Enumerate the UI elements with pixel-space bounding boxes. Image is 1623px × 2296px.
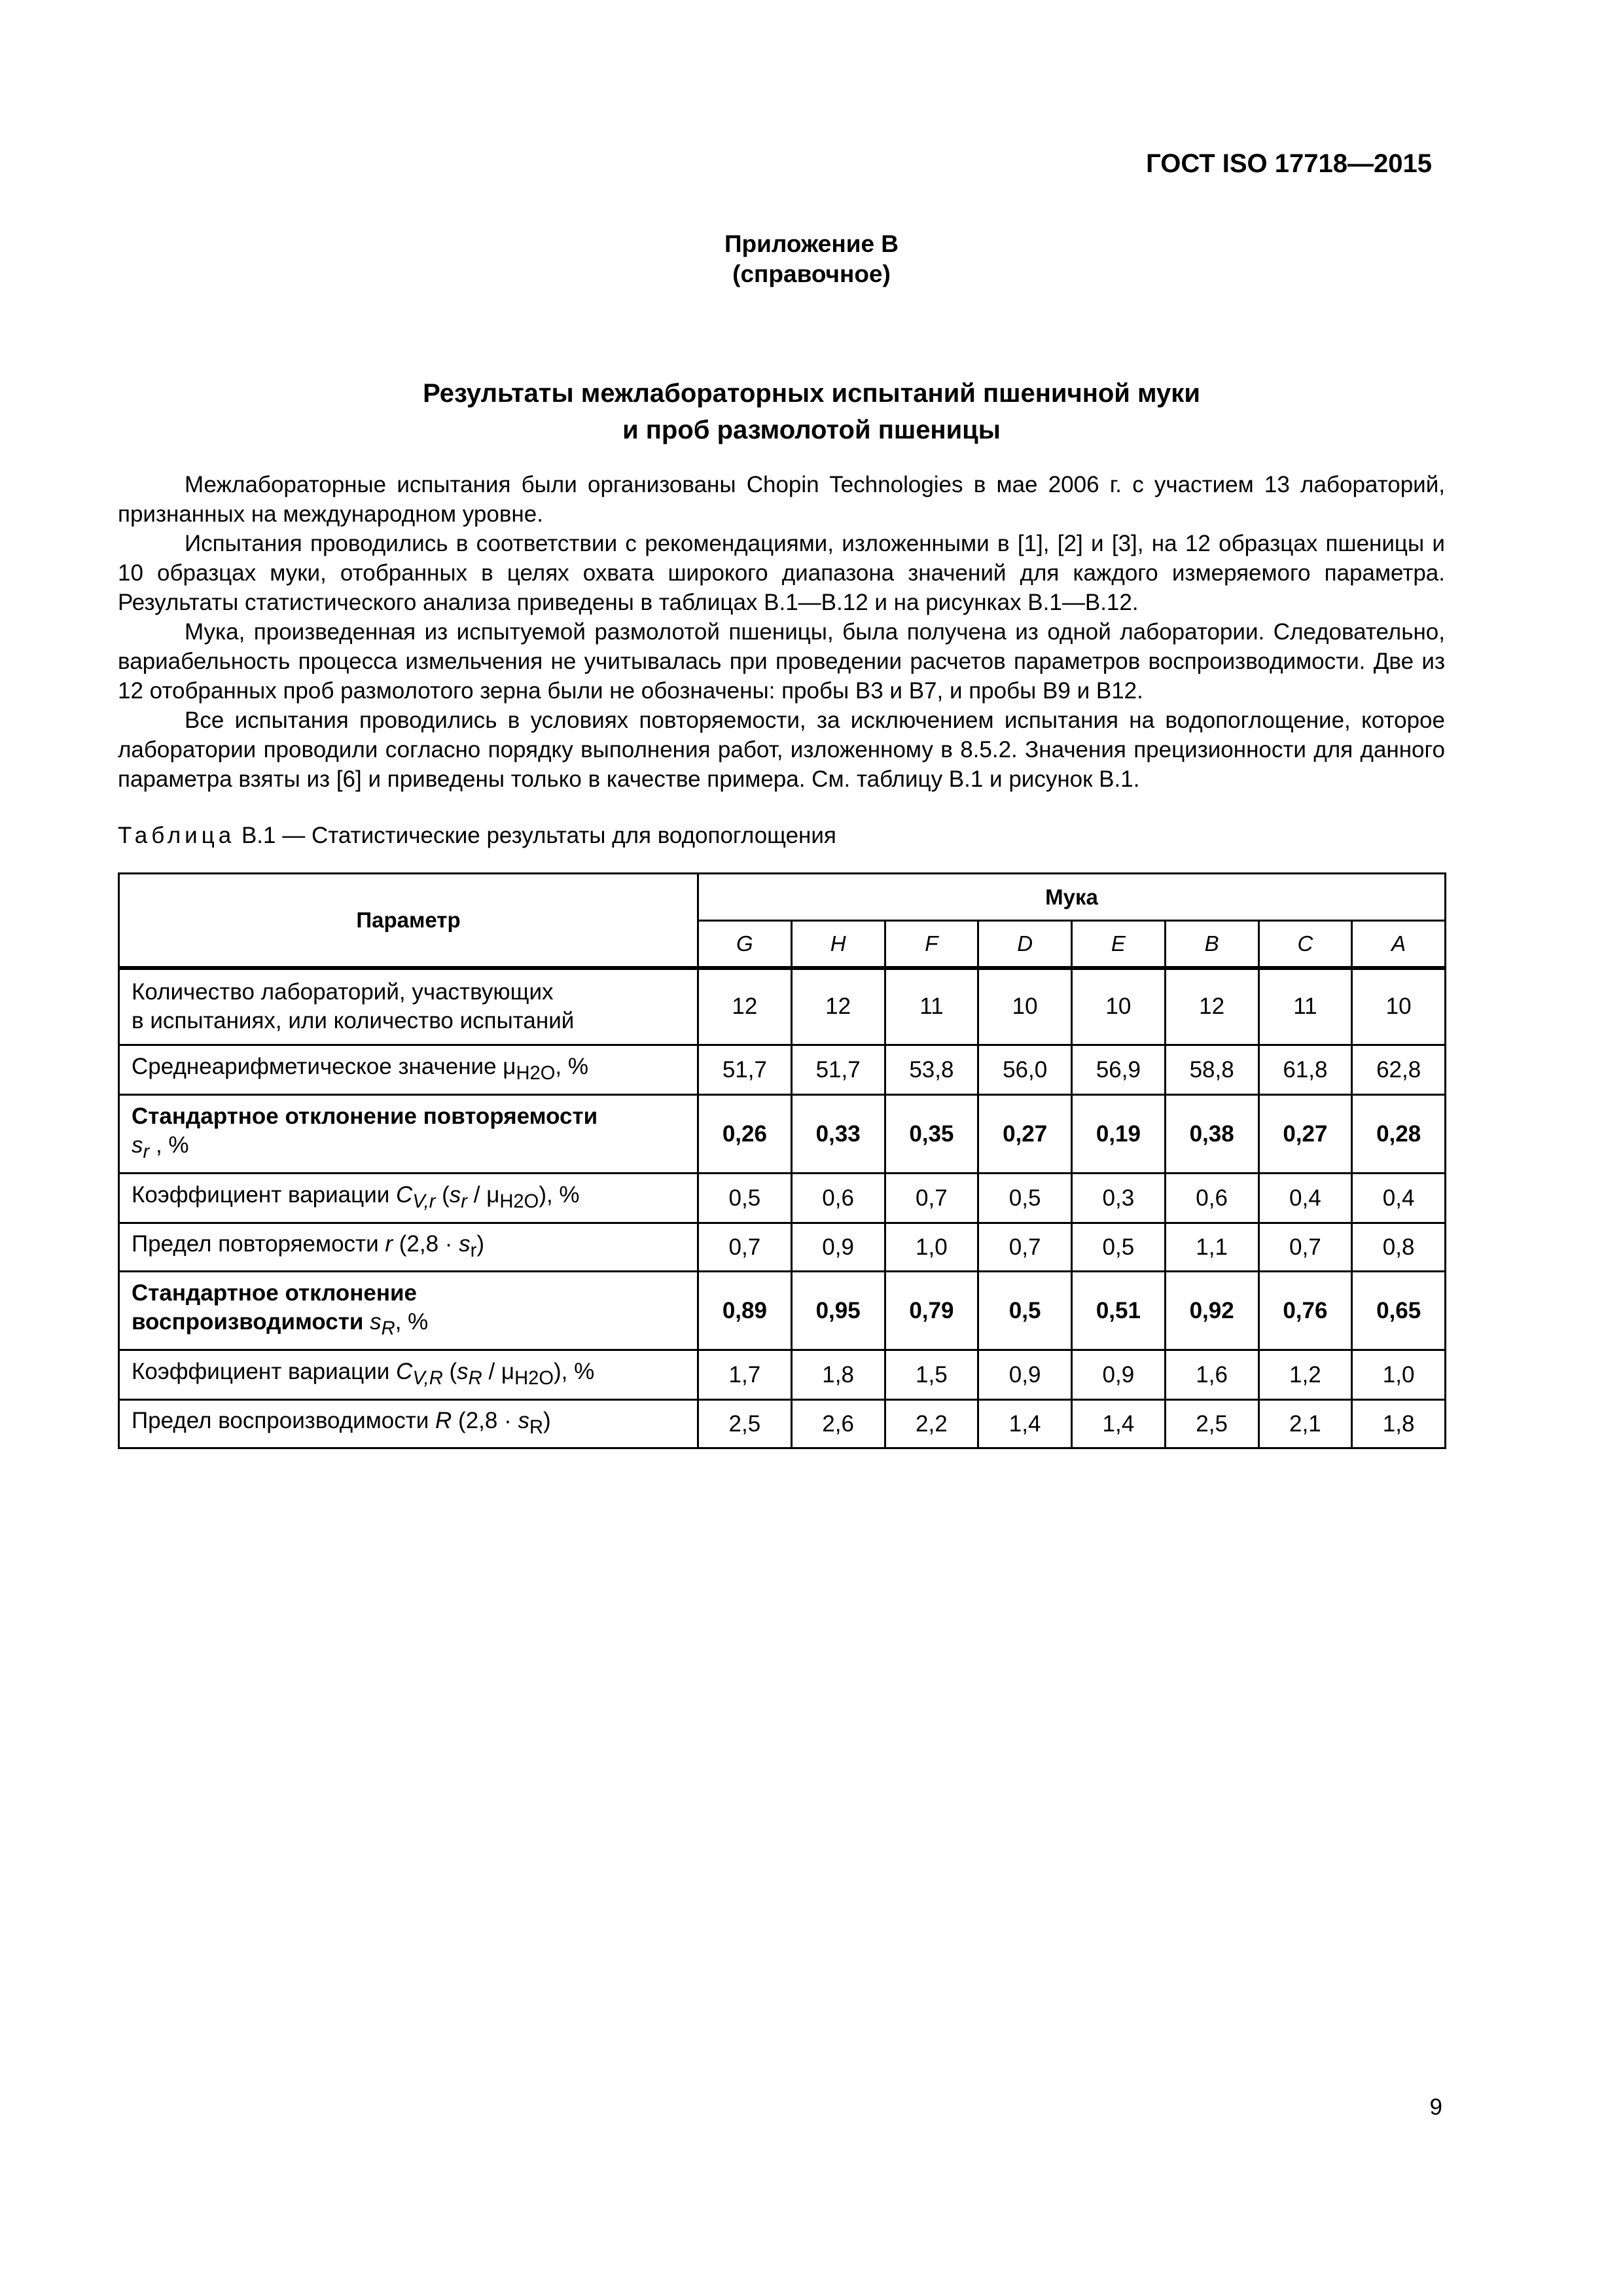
row-label-subscript: V,r [412, 1191, 436, 1212]
row-label-symbol: r [385, 1230, 393, 1257]
row-label-subscript: R [468, 1367, 482, 1389]
row-label-subscript: H2O [516, 1062, 556, 1084]
table-cell: 1,1 [1165, 1223, 1258, 1272]
paragraph: Межлабораторные испытания были организованы Chopin Technologies в мае 2006 г. с участием 13 лабораторий, признанных на международном уровне. [118, 472, 1445, 527]
row-label-text: (2,8 · [452, 1407, 518, 1433]
table-cell: 11 [1258, 968, 1352, 1045]
row-label-symbol: s [457, 1358, 469, 1384]
table-cell: 0,76 [1258, 1272, 1352, 1350]
row-label-symbol: R [435, 1407, 452, 1433]
row-label-line: в испытаниях, или количество испытаний [132, 1008, 575, 1034]
table-cell: 0,4 [1352, 1174, 1446, 1223]
row-label-text: , % [555, 1053, 588, 1079]
table-cell: 0,5 [698, 1174, 792, 1223]
table-cell: 1,4 [978, 1400, 1072, 1448]
param-header: Параметр [119, 874, 698, 968]
table-caption-label: Таблица [118, 823, 236, 848]
table-cell: 1,0 [1352, 1350, 1446, 1400]
paragraph: Испытания проводились в соответствии с рекомендациями, изложенными в [1], [2] и [3], на 12 образцах пшеницы и 10 образцах муки, отобранных в целях охвата широкого диапазона значений для каждого измеряемого параметра. Результаты статистического анализа приведены в таблицах В.1—В.12 и на рисунках В.1—В.12. [118, 531, 1445, 615]
row-label-symbol: C [396, 1358, 413, 1384]
row-label-symbol: s [132, 1132, 143, 1158]
table-cell: 1,7 [698, 1350, 792, 1400]
table-row [119, 1095, 1446, 1174]
table-cell: 12 [698, 968, 792, 1045]
row-label-subscript: H2O [514, 1367, 554, 1389]
table-cell: 1,0 [885, 1223, 978, 1272]
table-cell: 2,6 [791, 1400, 885, 1448]
table-cell: 61,8 [1258, 1045, 1352, 1095]
table-cell: 2,1 [1258, 1400, 1352, 1448]
table-cell: 0,33 [791, 1095, 885, 1174]
table-cell: 0,79 [885, 1272, 978, 1350]
table-cell: 10 [1352, 968, 1446, 1045]
row-label-text: , % [149, 1132, 189, 1158]
column-header: F [885, 921, 978, 968]
annex-label: Приложение В [724, 230, 899, 257]
row-label-subscript: r [461, 1191, 468, 1212]
table-cell: 0,7 [1258, 1223, 1352, 1272]
paragraph: Мука, произведенная из испытуемой размолотой пшеницы, была получена из одной лаборатории. Следовательно, вариабельность процесса измельчения не учитывалась при проведении расчетов параметров воспроизводимости. Две из 12 отобранных проб размолотого зерна были не обозначены: пробы B3 и B7, и пробы B9 и B12. [118, 619, 1445, 704]
row-label-text: Коэффициент вариации [132, 1181, 397, 1208]
row-label-text: , % [395, 1308, 429, 1335]
table-cell: 1,8 [1352, 1400, 1446, 1448]
row-label-subscript: H2O [499, 1191, 539, 1212]
row-label-text: ( [442, 1358, 457, 1384]
standard-code: ГОСТ ISO 17718—2015 [1146, 149, 1432, 178]
table-cell: 58,8 [1165, 1045, 1258, 1095]
body-text [118, 470, 1445, 794]
table-cell: 0,89 [698, 1272, 792, 1350]
table-cell: 12 [1165, 968, 1258, 1045]
row-label [119, 1045, 698, 1095]
table-cell: 0,38 [1165, 1095, 1258, 1174]
column-header: B [1165, 921, 1258, 968]
table-cell: 0,9 [791, 1223, 885, 1272]
table-cell: 0,26 [698, 1095, 792, 1174]
table-cell: 0,5 [978, 1174, 1072, 1223]
table-row [119, 1174, 1446, 1223]
section-title [0, 375, 1623, 448]
row-label-line: Стандартное отклонение повторяемости [132, 1103, 598, 1129]
row-label [119, 1350, 698, 1400]
row-label-subscript: r [470, 1240, 477, 1261]
column-header: H [791, 921, 885, 968]
table-cell: 51,7 [791, 1045, 885, 1095]
row-label [119, 1400, 698, 1448]
table-cell: 2,2 [885, 1400, 978, 1448]
table-cell: 0,8 [1352, 1223, 1446, 1272]
table-cell: 12 [791, 968, 885, 1045]
table-row [119, 1400, 1446, 1448]
row-label-text: / μ [482, 1358, 515, 1384]
row-label-text: Коэффициент вариации [132, 1358, 397, 1384]
table-caption [118, 823, 836, 849]
table-cell: 0,51 [1072, 1272, 1166, 1350]
page-number: 9 [1429, 2094, 1442, 2120]
row-label-text: Среднеарифметическое значение μ [132, 1053, 516, 1079]
row-label-text: ), % [554, 1358, 595, 1384]
table-cell: 0,7 [885, 1174, 978, 1223]
row-label-line: Количество лабораторий, участвующих [132, 979, 554, 1005]
table-cell: 0,4 [1258, 1174, 1352, 1223]
table-cell: 1,2 [1258, 1350, 1352, 1400]
table-cell: 2,5 [698, 1400, 792, 1448]
row-label-symbol: s [518, 1407, 529, 1433]
table-cell: 0,5 [978, 1272, 1072, 1350]
column-header: G [698, 921, 792, 968]
annex-type: (справочное) [732, 260, 891, 287]
table-cell: 10 [1072, 968, 1166, 1045]
table-row [119, 1272, 1446, 1350]
row-label-symbol: s [370, 1308, 382, 1335]
table-cell: 2,5 [1165, 1400, 1258, 1448]
table-cell: 0,9 [978, 1350, 1072, 1400]
column-header: A [1352, 921, 1446, 968]
row-label-text: / μ [467, 1181, 500, 1208]
row-label-line: воспроизводимости [132, 1308, 370, 1335]
table-cell: 0,19 [1072, 1095, 1166, 1174]
paragraph: Все испытания проводились в условиях повторяемости, за исключением испытания на водопоглощение, которое лаборатории проводили согласно порядку выполнения работ, изложенному в 8.5.2. Значения прецизионности для данного параметра взяты из [6] и приведены только в качестве примера. См. таблицу В.1 и рисунок В.1. [118, 708, 1445, 792]
row-label [119, 1095, 698, 1174]
column-header: D [978, 921, 1072, 968]
table-cell: 0,92 [1165, 1272, 1258, 1350]
table-cell: 51,7 [698, 1045, 792, 1095]
column-header: E [1072, 921, 1166, 968]
annex-heading [0, 229, 1623, 289]
table-row [119, 1350, 1446, 1400]
table-cell: 0,6 [791, 1174, 885, 1223]
row-label-text: (2,8 · [393, 1230, 459, 1257]
table-row [119, 1045, 1446, 1095]
table-cell: 1,6 [1165, 1350, 1258, 1400]
table-cell: 0,9 [1072, 1350, 1166, 1400]
table-cell: 0,6 [1165, 1174, 1258, 1223]
section-title-line-1: Результаты межлабораторных испытаний пшеничной муки [423, 379, 1200, 408]
table-cell: 56,9 [1072, 1045, 1166, 1095]
table-cell: 56,0 [978, 1045, 1072, 1095]
table-cell: 0,65 [1352, 1272, 1446, 1350]
flour-group-header: Мука [698, 874, 1446, 921]
row-label-subscript: V,R [412, 1367, 443, 1389]
column-header: C [1258, 921, 1352, 968]
table-cell: 0,7 [978, 1223, 1072, 1272]
table-cell: 53,8 [885, 1045, 978, 1095]
row-label-line: Стандартное отклонение [132, 1280, 417, 1306]
table-row [119, 968, 1446, 1045]
table-cell: 1,5 [885, 1350, 978, 1400]
row-label-symbol: C [396, 1181, 413, 1208]
table-cell: 0,3 [1072, 1174, 1166, 1223]
row-label-text: ( [435, 1181, 450, 1208]
table-cell: 0,5 [1072, 1223, 1166, 1272]
row-label [119, 1272, 698, 1350]
row-label-symbol: s [449, 1181, 461, 1208]
table-cell: 0,27 [1258, 1095, 1352, 1174]
row-label-text: ) [476, 1230, 485, 1257]
table-cell: 0,28 [1352, 1095, 1446, 1174]
row-label-subscript: R [381, 1318, 395, 1339]
table-cell: 10 [978, 968, 1072, 1045]
row-label [119, 1174, 698, 1223]
table-cell: 0,7 [698, 1223, 792, 1272]
table-caption-text: В.1 — Статистические результаты для водопоглощения [235, 823, 836, 848]
row-label [119, 968, 698, 1045]
row-label [119, 1223, 698, 1272]
row-label-subscript: R [529, 1416, 544, 1438]
row-label-text: Предел повторяемости [132, 1230, 385, 1257]
table-row [119, 1223, 1446, 1272]
table-cell: 0,35 [885, 1095, 978, 1174]
table-cell: 0,27 [978, 1095, 1072, 1174]
section-title-line-2: и проб размолотой пшеницы [622, 416, 1001, 444]
row-label-text: Предел воспроизводимости [132, 1407, 436, 1433]
row-label-symbol: s [459, 1230, 471, 1257]
table-cell: 1,8 [791, 1350, 885, 1400]
row-label-text: ) [543, 1407, 551, 1433]
results-table [118, 872, 1446, 1449]
table-cell: 1,4 [1072, 1400, 1166, 1448]
table-cell: 0,95 [791, 1272, 885, 1350]
table-cell: 62,8 [1352, 1045, 1446, 1095]
table-cell: 11 [885, 968, 978, 1045]
row-label-subscript: r [143, 1141, 150, 1162]
row-label-text: ), % [539, 1181, 580, 1208]
